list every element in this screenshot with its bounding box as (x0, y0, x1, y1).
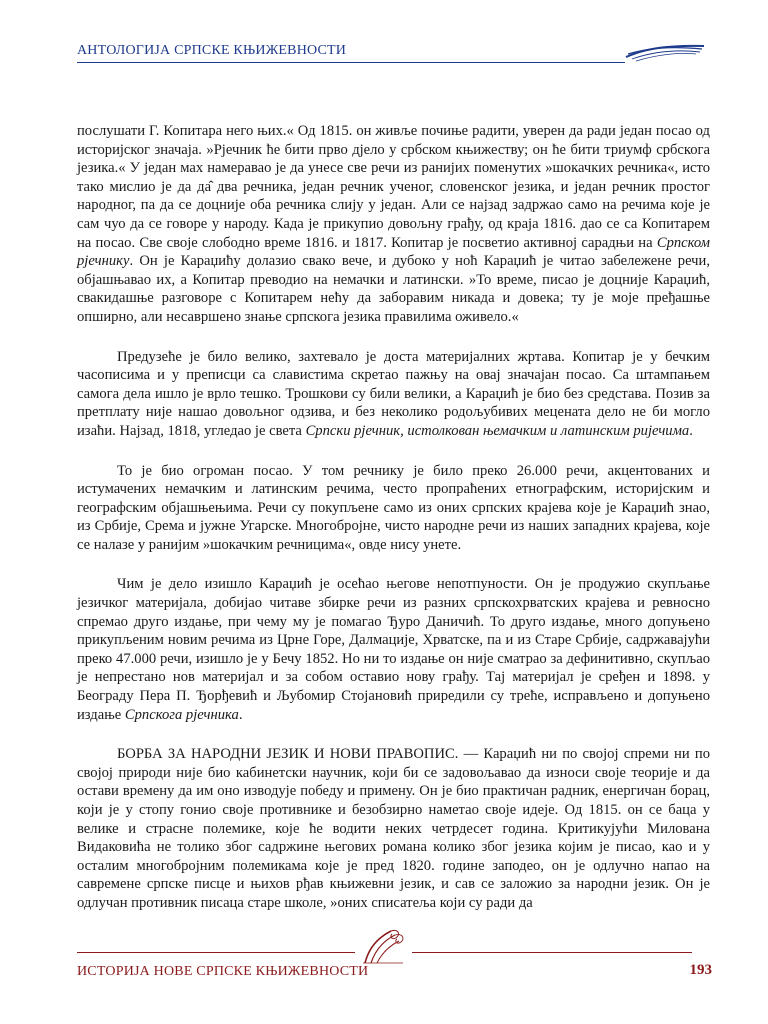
text-run: То је био огроман посао. У том речнику је било преко 26.000 речи, акцентованих и истумачених немачким и латинским речима, често пропраћених етнографским, историјским и географским објашњењима. Речи су покупљене само из оних српских крајева које је Караџић знао, из Србије, Срема и јужне Угарске. Многобројне, чисто народне речи из наших западних крајева, које се налазе у ранијим »шокачким речницима«, овде нису унете. (77, 462, 710, 553)
body-text (77, 122, 710, 913)
italic-title: Српскога рјечника (124, 706, 239, 723)
page-number: 193 (689, 962, 712, 978)
footer-rule-right (412, 952, 692, 953)
paragraph (77, 575, 710, 724)
paragraph (77, 745, 710, 912)
paragraph (77, 122, 710, 327)
text-run: . Он је Караџићу долазио свако вече, и дубоко у ноћ Караџић је читао забележене речи, објашњавао их, а Копитар преводио на немачки и латински. »То време, писао је доцније Караџић, свакидашње разговоре с Копитарем нећу да заборавим никада и довека; ту је моје пређашње опширно, али несавршено знање српскога језика правилима оживело.« (77, 253, 710, 325)
text-run: . (238, 706, 243, 723)
paragraph (77, 462, 710, 555)
text-run: послушати Г. Копитара него њих.« Од 1815. он живље почиње радити, уверен да ради један посао од историјског значаја. »Рјечник ће бити прво дјело у србском књижеству; он ће бити триумф србскога језика.« У један мах намеравао је да унесе све речи из ранијих поменутих »шокачких речника«, исто тако мислио је да да̂ два речника, један речник ученог, словенског језика, и један речник простог народног, па да се доцније оба речника слију у један. Али се најзад задржао само на речима које је сам чуо да се говоре у народу. Када је прикупио довољну грађу, од краја 1816. дао се са Копитарем на посао. Све своје слободно време 1816. и 1817. Копитар је посветио активној сарадњи на (77, 123, 710, 251)
paragraph (77, 348, 710, 441)
wave-ornament-icon (622, 40, 706, 64)
flourish-ornament-icon (355, 925, 411, 969)
running-header-title: АНТОЛОГИЈА СРПСКЕ КЊИЖЕВНОСТИ (77, 43, 347, 58)
text-run: . (689, 422, 693, 439)
text-run: БОРБА ЗА НАРОДНИ ЈЕЗИК И НОВИ ПРАВОПИС. — Караџић ни по својој спреми ни по својој природи није био кабинетски научник, који би се задовољавао да износи своје теорије и да остави времену да им оно изводује победу и примену. Он је био практичан радник, енергичан борац, који је у стопу гонио своје противнике и безобзирно наметао своје идеје. Од 1815. он се баца у велике и страсне полемике, које ће водити неких четрдесет година. Критикујући Милована Видаковића не толико због садржине његових романа колико због језика којим је писао, као и у осталим многобројним полемикама које је пред 1820. године заподео, он је одлучно напао на савремене српске писце и њихов рђав књижевни језик, и сав се заложио за народни језик. Он је одлучан противник писаца старе школе, »оних списатеља који су ради да (77, 746, 710, 911)
text-run: Предузеће је било велико, захтевало је доста материјалних жртава. Копитар је у бечким часописима и у преписци са славистима скретао пажњу на овај значајан посао. Са штампањем самога дела ишло је врло тешко. Трошкови су били велики, а Караџић је био без средстава. Позив за претплату није нашао довољног одзива, и без неколико родољубивих мецената дело не би могло изаћи. Најзад, 1818, угледао је света (77, 348, 710, 439)
header-rule (77, 62, 625, 63)
text-run: Чим је дело изишло Караџић је осећао његове непотпуности. Он је продужио скупљање језичког материјала, добијао читаве збирке речи из разних српскохрватских крајева и ревносно спремао друго издање, при чему му је помагао Ђуро Даничић. То друго издање, много допуњено прикупљеним новим речима из Црне Горе, Далмације, Хрватске, па и из Старе Србије, садржавајући преко 47.000 речи, изишло је у Бечу 1852. Но ни то издање он није сматрао за дефинитивно, скупљао је непрестано нов материјал и за собом оставио нову грађу. Тај материјал је сређен и 1898. у Београду Пера П. Ђорђевић и Љубомир Стојановић приредили су треће, исправљено и допуњено издање (77, 576, 710, 723)
italic-title: Српски рјечник, истолкован њемачким и латинским ријечима (305, 422, 690, 439)
footer-rule-left (77, 952, 355, 953)
italic-title: Српском рјечнику (77, 234, 710, 270)
running-footer-title: ИСТОРИЈА НОВЕ СРПСКЕ КЊИЖЕВНОСТИ (77, 964, 369, 979)
